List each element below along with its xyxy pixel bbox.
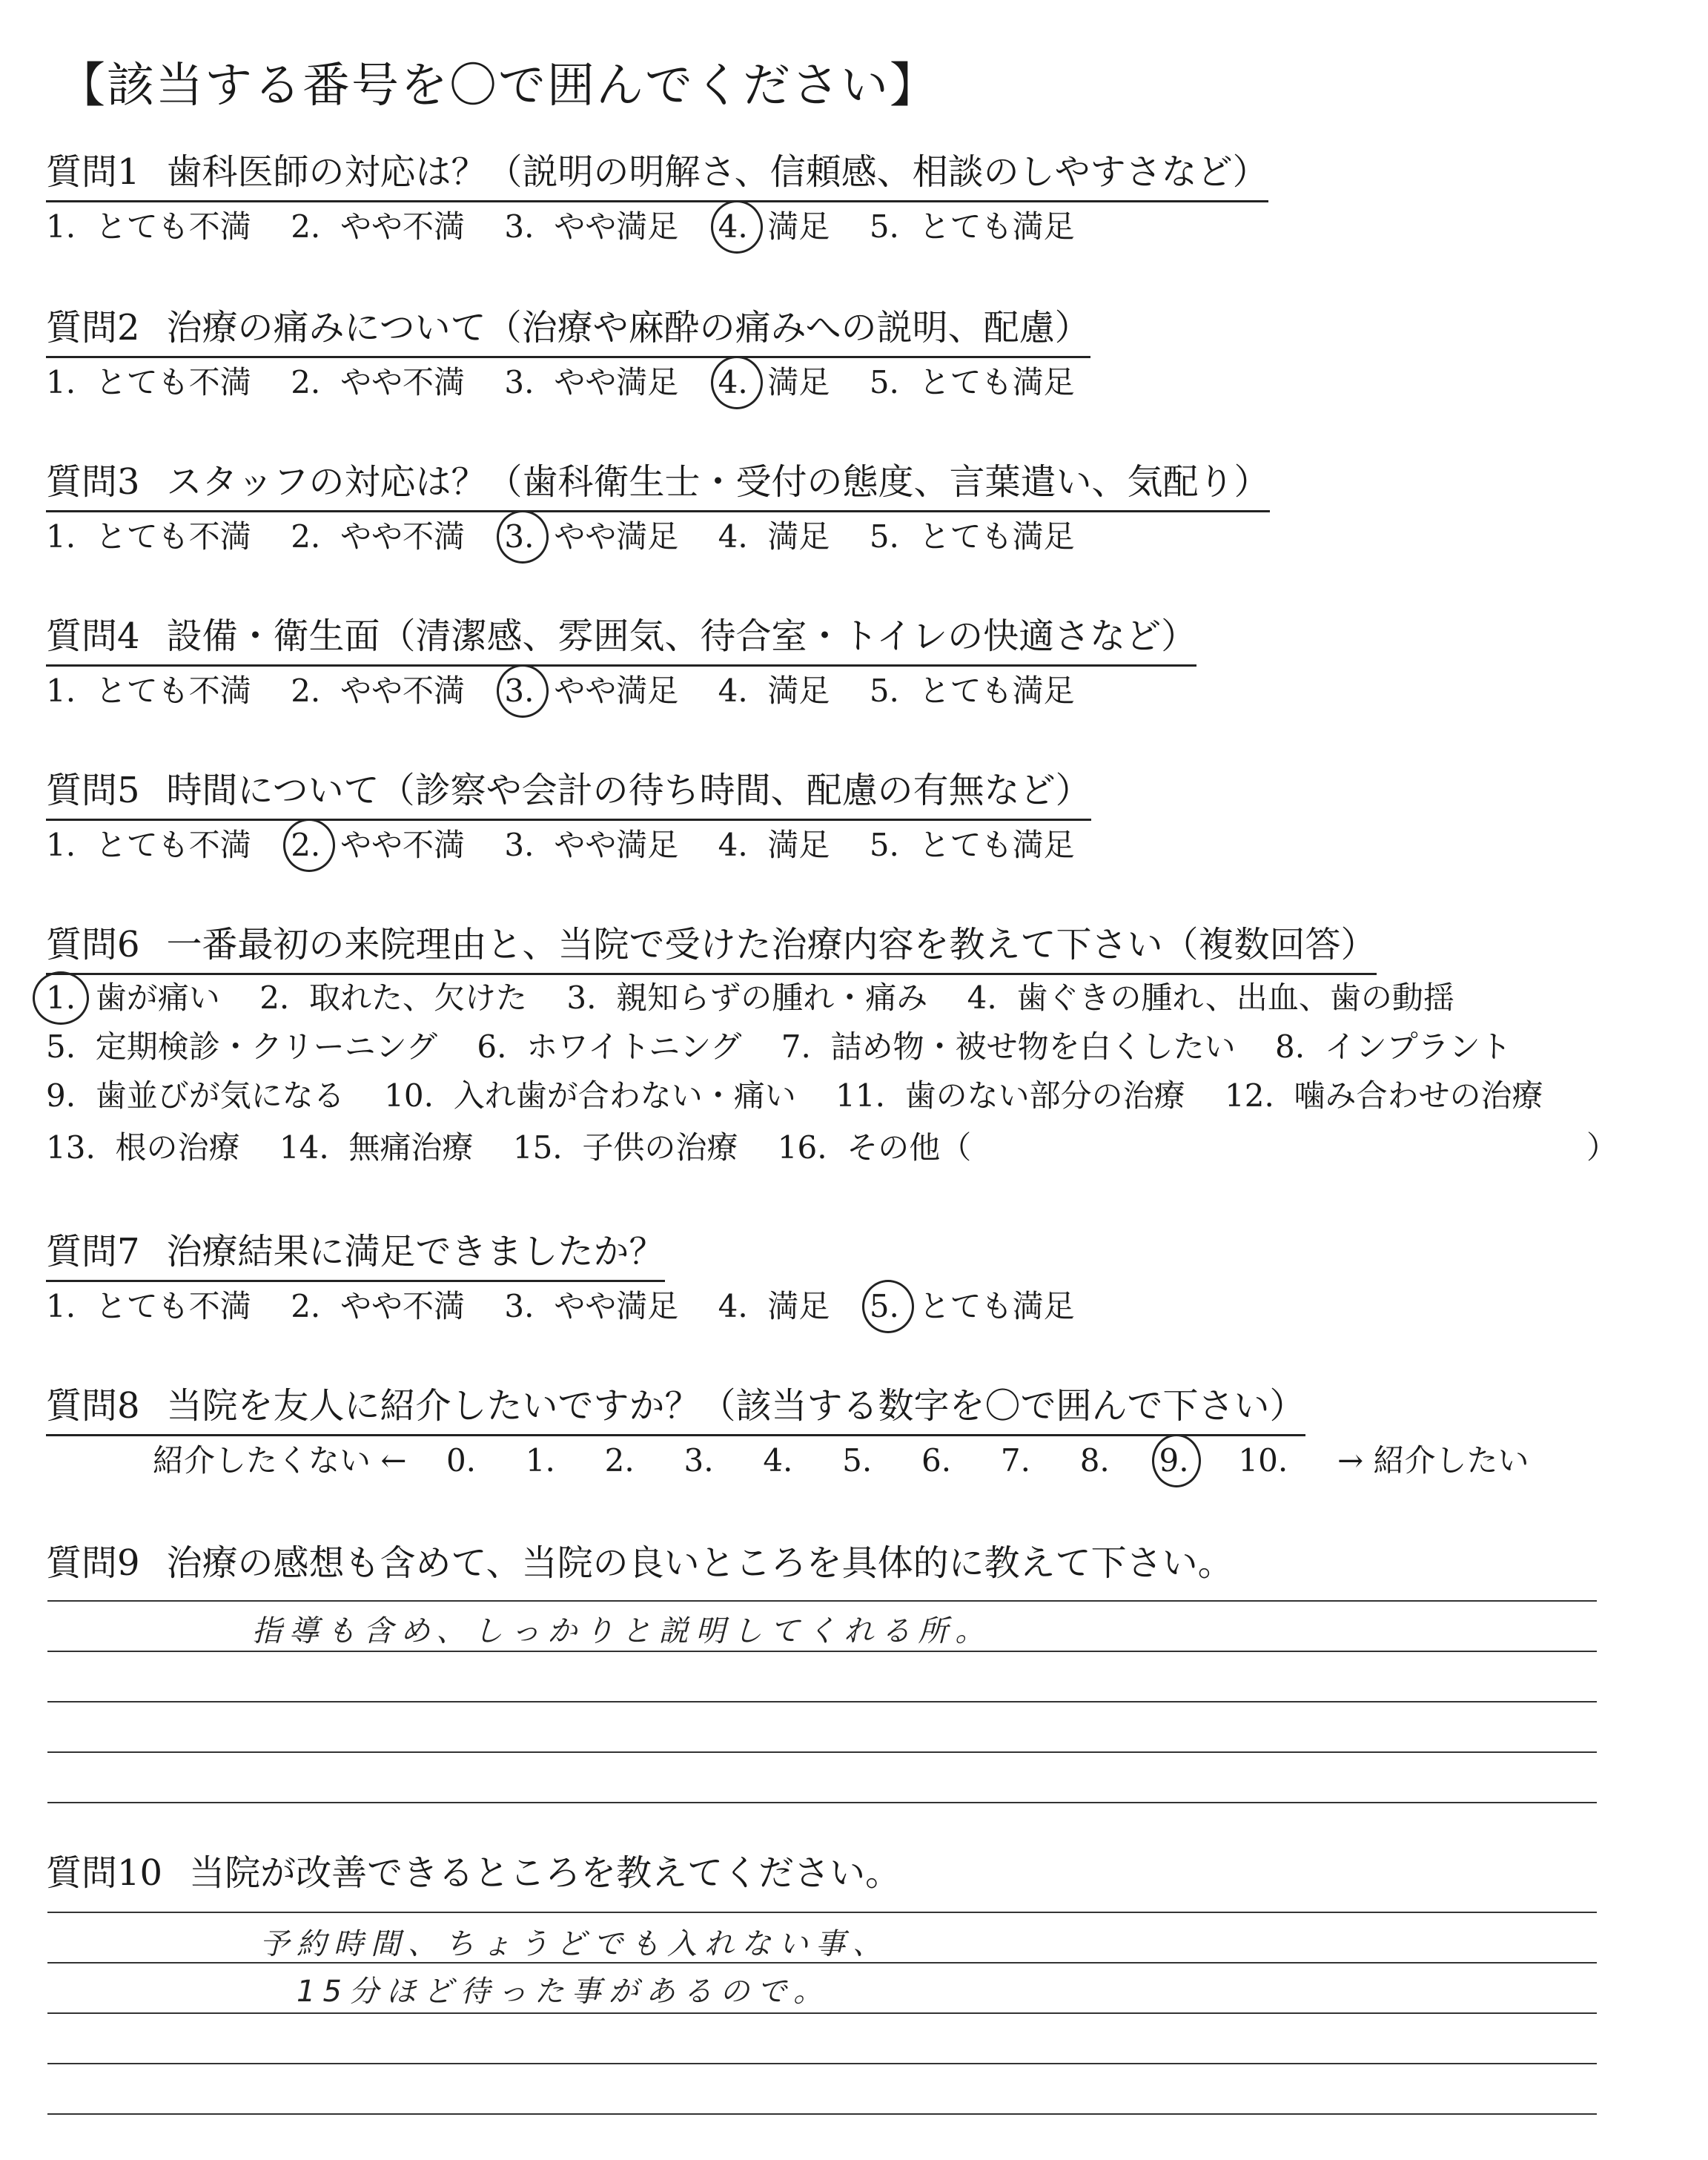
q4-option-1[interactable]: 1. とても不満: [46, 673, 251, 709]
q4-option-3-selected[interactable]: 3. やや満足: [504, 669, 678, 713]
question-6-row-1: [46, 976, 1454, 1020]
q10-handwritten-answer-line-2[interactable]: 15分ほど待った事があるので。: [297, 1975, 831, 2009]
selection-circle: [497, 510, 549, 564]
question-6-label: 質問6: [46, 924, 140, 965]
q6-option-6[interactable]: 6. ホワイトニング: [477, 1028, 742, 1065]
q7-option-2[interactable]: 2. やや不満: [291, 1288, 465, 1324]
question-6-title: [46, 921, 1377, 975]
q7-option-5-selected[interactable]: 5. とても満足: [870, 1284, 1075, 1329]
q1-option-1[interactable]: 1. とても不満: [46, 208, 251, 245]
q4-option-4[interactable]: 4. 満足: [718, 673, 830, 709]
page-title: 【該当する番号を〇で囲んでください】: [58, 59, 939, 113]
q8-option-6[interactable]: 6.: [921, 1442, 952, 1479]
q6-option-16[interactable]: 16. その他（: [777, 1129, 972, 1166]
q7-option-3[interactable]: 3. やや満足: [504, 1288, 679, 1324]
question-8-scale: [153, 1439, 1529, 1483]
q9-handwritten-answer[interactable]: 指導も含め、しっかりと説明してくれる所。: [252, 1614, 993, 1648]
selection-circle: [1152, 1434, 1201, 1487]
question-3-options: [46, 515, 1075, 559]
question-6-row-3: [46, 1074, 1543, 1118]
q6-option-4[interactable]: 4. 歯ぐきの腫れ、出血、歯の動揺: [967, 980, 1454, 1016]
q5-option-5[interactable]: 5. とても満足: [869, 827, 1075, 863]
q1-option-4-selected[interactable]: 4. 満足: [718, 205, 830, 249]
question-3-text: スタッフの対応は？（歯科衛生士・受付の態度、言葉遣い、気配り）: [166, 461, 1270, 503]
selection-circle: [33, 971, 89, 1025]
q8-option-2[interactable]: 2.: [604, 1442, 635, 1479]
q5-option-4[interactable]: 4. 満足: [718, 827, 830, 863]
q8-option-3[interactable]: 3.: [683, 1442, 714, 1479]
question-1-title: [46, 148, 1268, 202]
q6-option-11[interactable]: 11. 歯のない部分の治療: [835, 1077, 1185, 1114]
question-7-text: 治療結果に満足できましたか？: [166, 1231, 665, 1272]
q3-option-5[interactable]: 5. とても満足: [869, 518, 1075, 555]
q6-option-13[interactable]: 13. 根の治療: [46, 1129, 240, 1166]
answer-line: [47, 1912, 1597, 1913]
q6-option-12[interactable]: 12. 噛み合わせの治療: [1225, 1077, 1543, 1114]
question-5-title: [46, 767, 1091, 821]
question-8-title: [46, 1382, 1305, 1436]
answer-line: [47, 1751, 1597, 1753]
answer-line: [47, 1701, 1597, 1702]
question-2-label: 質問2: [46, 307, 140, 349]
q2-option-2[interactable]: 2. やや不満: [291, 364, 465, 400]
q6-option-7[interactable]: 7. 詰め物・被せ物を白くしたい: [781, 1028, 1236, 1065]
question-6-row-2: [46, 1025, 1512, 1069]
question-10-text: 当院が改善できるところを教えてください。: [189, 1852, 901, 1894]
question-5-options: [46, 823, 1075, 868]
answer-line: [47, 2012, 1597, 2014]
q7-option-4[interactable]: 4. 満足: [718, 1288, 830, 1324]
q8-option-4[interactable]: 4.: [763, 1442, 793, 1479]
answer-line: [47, 1600, 1597, 1602]
q5-option-3[interactable]: 3. やや満足: [504, 827, 679, 863]
q6-option-5[interactable]: 5. 定期検診・クリーニング: [46, 1028, 437, 1065]
question-2-options: [46, 360, 1075, 405]
question-4-text: 設備・衛生面（清潔感、雰囲気、待合室・トイレの快適さなど）: [166, 615, 1197, 657]
answer-line: [47, 2113, 1597, 2115]
answer-line: [47, 1962, 1597, 1964]
question-9-text: 治療の感想も含めて、当院の良いところを具体的に教えて下さい。: [166, 1542, 1234, 1584]
selection-circle: [862, 1280, 914, 1333]
question-6-row-4: [46, 1126, 971, 1170]
q1-option-5[interactable]: 5. とても満足: [869, 208, 1075, 245]
question-9-title: [46, 1539, 1234, 1587]
answer-line: [47, 1802, 1597, 1803]
question-10-label: 質問10: [46, 1852, 163, 1894]
question-4-label: 質問4: [46, 615, 140, 657]
question-3-title: [46, 458, 1270, 512]
q1-option-3[interactable]: 3. やや満足: [504, 208, 679, 245]
q6-option-1-selected[interactable]: 1. 歯が痛い: [46, 976, 220, 1020]
q6-option-8[interactable]: 8. インプラント: [1274, 1028, 1512, 1065]
question-10-title: [46, 1849, 901, 1897]
question-3-label: 質問3: [46, 461, 140, 503]
question-4-title: [46, 612, 1196, 667]
question-7-label: 質問7: [46, 1231, 140, 1272]
q6-option-9[interactable]: 9. 歯並びが気になる: [46, 1077, 345, 1114]
q6-option-3[interactable]: 3. 親知らずの腫れ・痛み: [566, 980, 928, 1016]
q3-option-4[interactable]: 4. 満足: [718, 518, 830, 555]
selection-circle: [711, 356, 763, 409]
selection-circle: [711, 200, 763, 254]
q8-option-0[interactable]: 0.: [446, 1442, 477, 1479]
q8-option-9-selected[interactable]: 9.: [1159, 1439, 1189, 1483]
scale-right-label: → 紹介したい: [1337, 1442, 1529, 1479]
answer-line: [47, 2063, 1597, 2064]
question-2-text: 治療の痛みについて（治療や麻酔の痛みへの説明、配慮）: [166, 307, 1090, 349]
question-1-options: [46, 205, 1075, 249]
question-7-options: [46, 1284, 1075, 1329]
q8-option-7[interactable]: 7.: [1000, 1442, 1030, 1479]
q2-option-5[interactable]: 5. とても満足: [869, 364, 1075, 400]
question-2-title: [46, 304, 1090, 358]
question-5-label: 質問5: [46, 770, 140, 811]
q6-option-15[interactable]: 15. 子供の治療: [512, 1129, 738, 1166]
q3-option-1[interactable]: 1. とても不満: [46, 518, 251, 555]
question-7-title: [46, 1228, 665, 1282]
q4-option-2[interactable]: 2. やや不満: [291, 673, 465, 709]
question-8-text: 当院を友人に紹介したいですか？（該当する数字を〇で囲んで下さい）: [166, 1385, 1305, 1427]
q8-option-10[interactable]: 10.: [1238, 1442, 1288, 1479]
q6-option-2[interactable]: 2. 取れた、欠けた: [259, 980, 527, 1016]
question-8-label: 質問8: [46, 1385, 140, 1427]
q5-option-2-selected[interactable]: 2. やや不満: [291, 823, 465, 868]
q6-option-14[interactable]: 14. 無痛治療: [279, 1129, 474, 1166]
selection-circle: [497, 664, 549, 718]
question-1-text: 歯科医師の対応は？（説明の明解さ、信頼感、相談のしやすさなど）: [166, 151, 1268, 193]
q1-option-2[interactable]: 2. やや不満: [291, 208, 465, 245]
q3-option-2[interactable]: 2. やや不満: [291, 518, 465, 555]
q8-option-1[interactable]: 1.: [525, 1442, 555, 1479]
question-6-text: 一番最初の来院理由と、当院で受けた治療内容を教えて下さい（複数回答）: [166, 924, 1377, 965]
scale-left-label: 紹介したくない ←: [153, 1442, 407, 1479]
q6-option-10[interactable]: 10. 入れ歯が合わない・痛い: [384, 1077, 796, 1114]
selection-circle: [283, 819, 335, 872]
q5-option-1[interactable]: 1. とても不満: [46, 827, 251, 863]
question-4-options: [46, 669, 1075, 713]
question-1-label: 質問1: [46, 151, 140, 193]
q7-option-1[interactable]: 1. とても不満: [46, 1288, 251, 1324]
q2-option-1[interactable]: 1. とても不満: [46, 364, 251, 400]
q6-other-close-paren: ）: [1586, 1129, 1618, 1166]
q2-option-4-selected[interactable]: 4. 満足: [718, 360, 830, 405]
q3-option-3-selected[interactable]: 3. やや満足: [504, 515, 678, 559]
q8-option-5[interactable]: 5.: [842, 1442, 873, 1479]
question-5-text: 時間について（診察や会計の待ち時間、配慮の有無など）: [166, 770, 1091, 811]
answer-line: [47, 1651, 1597, 1652]
question-9-label: 質問9: [46, 1542, 140, 1584]
q4-option-5[interactable]: 5. とても満足: [869, 673, 1075, 709]
q10-handwritten-answer-line-1[interactable]: 予約時間、ちょうどでも入れない事、: [259, 1927, 890, 1961]
q8-option-8[interactable]: 8.: [1079, 1442, 1110, 1479]
q2-option-3[interactable]: 3. やや満足: [504, 364, 679, 400]
